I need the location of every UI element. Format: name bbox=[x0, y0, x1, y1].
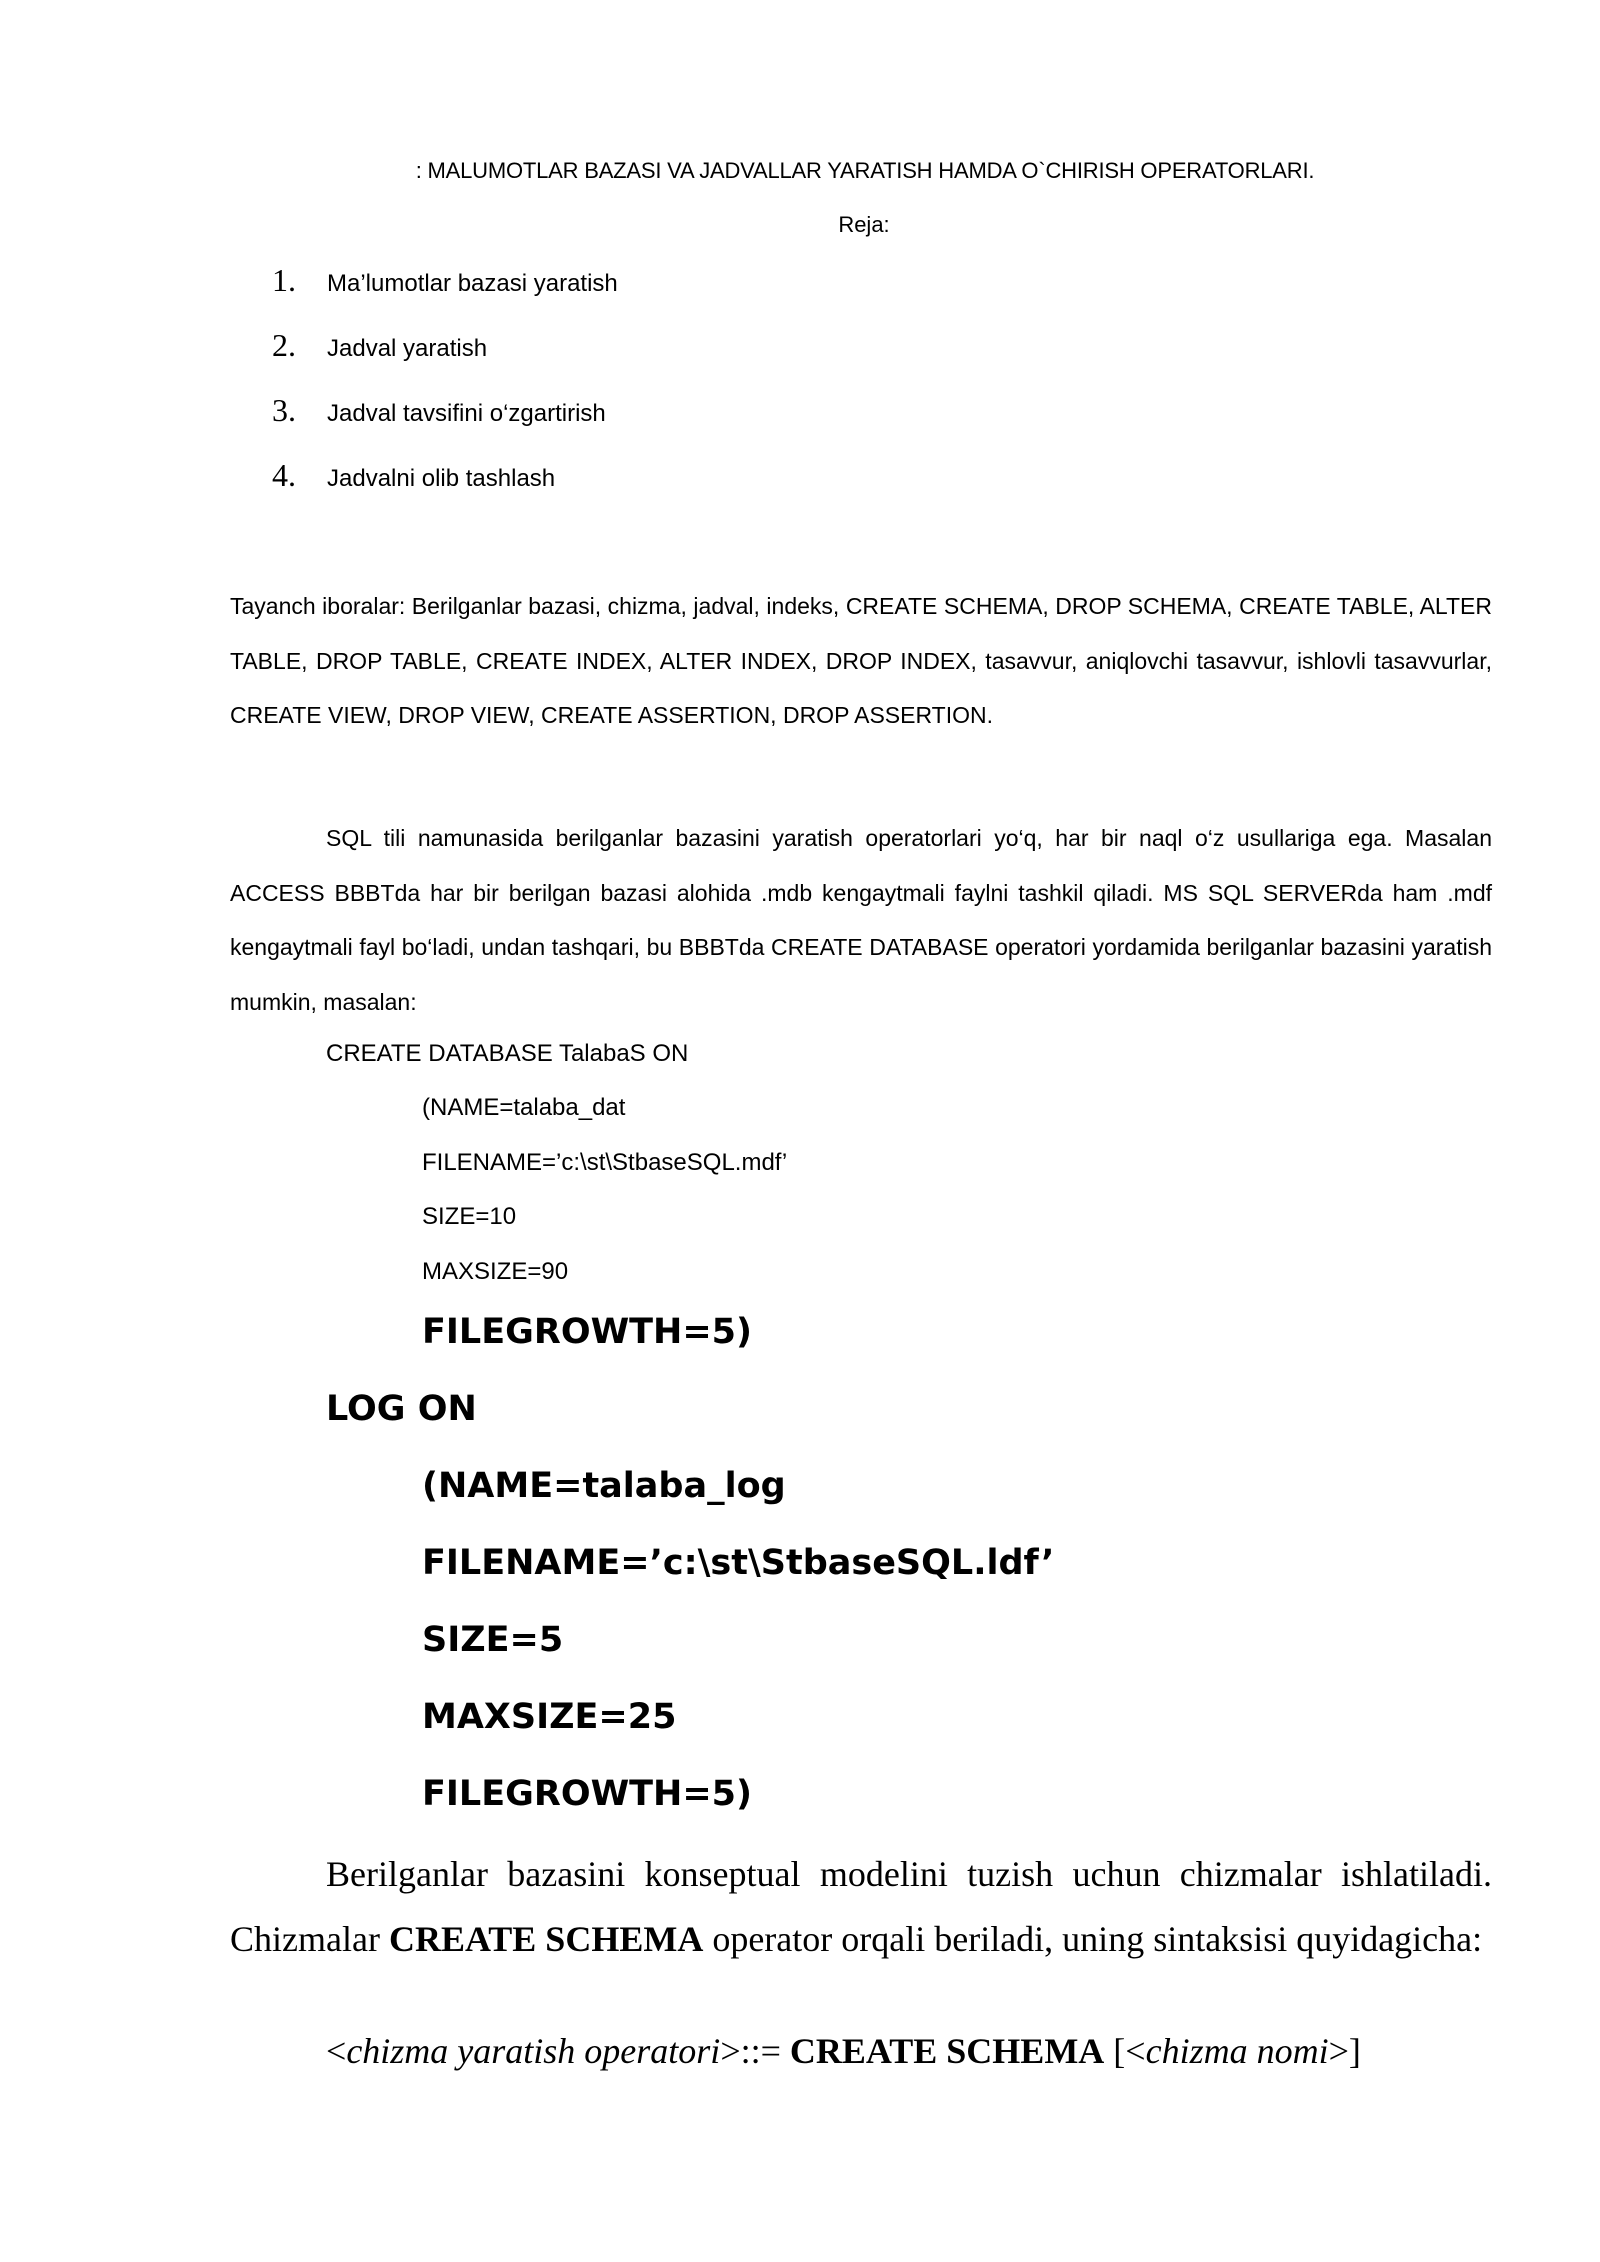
syntax-open: [< bbox=[1104, 2031, 1146, 2071]
document-title: : MALUMOTLAR BAZASI VA JADVALLAR YARATISH HAMDA O`CHIRISH OPERATORLARI. bbox=[415, 158, 1315, 183]
code-line: MAXSIZE=25 bbox=[422, 1697, 677, 1737]
code-line: (NAME=talaba_log bbox=[422, 1466, 786, 1506]
plan-heading: Reja: bbox=[838, 212, 890, 237]
code-line: LOG ON bbox=[326, 1389, 477, 1429]
syntax-nonterminal: chizma yaratish operatori bbox=[346, 2031, 721, 2071]
code-line: CREATE DATABASE TalabaS ON bbox=[326, 1040, 689, 1067]
schema-paragraph bbox=[230, 1842, 1492, 1972]
code-line: MAXSIZE=90 bbox=[422, 1258, 569, 1285]
plan-item-number: 1. bbox=[272, 262, 296, 298]
syntax-schema-name: chizma nomi bbox=[1145, 2031, 1329, 2071]
plan-item-text: Jadval yaratish bbox=[327, 335, 488, 362]
keywords-paragraph: Tayanch iboralar: Berilganlar bazasi, chizma, jadval, indeks, CREATE SCHEMA, DROP SCHEMA, CREATE TABLE, ALTER TABLE, DROP TABLE, CREATE INDEX, ALTER INDEX, DROP INDEX, tasavvur, aniqlovchi tasavvur, ishlovli tasavvurlar, CREATE VIEW, DROP VIEW, CREATE ASSERTION, DROP ASSERTION. bbox=[230, 593, 1492, 728]
code-line: FILEGROWTH=5) bbox=[422, 1312, 753, 1352]
plan-item bbox=[272, 262, 618, 327]
code-line: SIZE=10 bbox=[422, 1203, 517, 1230]
schema-keyword: CREATE SCHEMA bbox=[388, 1919, 704, 1959]
plan-item-text: Jadvalni olib tashlash bbox=[327, 465, 556, 492]
code-line: SIZE=5 bbox=[422, 1620, 564, 1660]
syntax-lt: < bbox=[326, 2031, 347, 2071]
plan-item bbox=[272, 457, 618, 522]
plan-item-text: Jadval tavsifini o‘zgartirish bbox=[327, 400, 606, 427]
code-line: (NAME=talaba_dat bbox=[422, 1094, 626, 1121]
plan-item-number: 3. bbox=[272, 392, 296, 428]
syntax-assign: >::= bbox=[720, 2031, 790, 2071]
intro-paragraph: SQL tili namunasida berilganlar bazasini yaratish operatorlari yo‘q, har bir naql o‘z usullariga ega. Masalan ACCESS BBBTda har bir berilgan bazasi alohida .mdb kengaytmali faylni tashkil qiladi. MS SQL SERVERda ham .mdf kengaytmali fayl bo‘ladi, undan tashqari, bu BBBTda CREATE DATABASE operatori yordamida berilganlar bazasini yaratish mumkin, masalan: bbox=[230, 825, 1492, 1015]
plan-item-number: 4. bbox=[272, 457, 296, 493]
plan-item bbox=[272, 392, 618, 457]
plan-item bbox=[272, 327, 618, 392]
syntax-line bbox=[326, 2030, 1361, 2072]
plan-item-number: 2. bbox=[272, 327, 296, 363]
plan-item-text: Ma’lumotlar bazasi yaratish bbox=[327, 270, 618, 297]
schema-text-part2: operator orqali beriladi, uning sintaksisi quyidagicha: bbox=[703, 1919, 1483, 1959]
syntax-keyword: CREATE SCHEMA bbox=[789, 2031, 1105, 2071]
code-line: FILEGROWTH=5) bbox=[422, 1774, 753, 1814]
code-line: FILENAME=’c:\st\StbaseSQL.ldf’ bbox=[422, 1543, 1055, 1583]
plan-list bbox=[272, 262, 618, 522]
schema-text-part1: Berilganlar bazasini konseptual modelini tuzish uchun chizmalar ishlatiladi. Chizmalar bbox=[230, 1854, 1492, 1959]
code-line: FILENAME=’c:\st\StbaseSQL.mdf’ bbox=[422, 1149, 788, 1176]
syntax-close: >] bbox=[1328, 2031, 1361, 2071]
